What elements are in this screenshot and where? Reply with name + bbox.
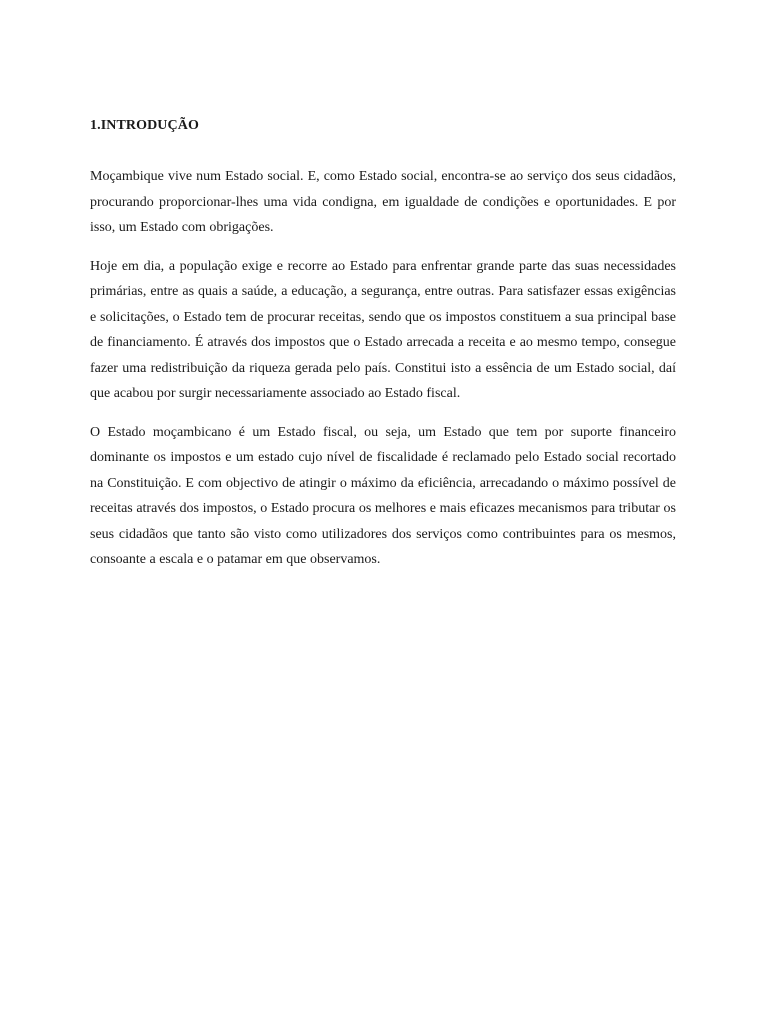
paragraph-2: Hoje em dia, a população exige e recorre ao Estado para enfrentar grande parte das suas necessidades primárias, entre as quais a saúde, a educação, a segurança, entre outras. Para satisfazer essas exigências e solicitações, o Estado tem de procurar receitas, sendo que os impostos constituem a sua principal base de financiamento. É através dos impostos que o Estado arrecada a receita e ao mesmo tempo, consegue fazer uma redistribuição da riqueza gerada pelo país. Constitui isto a essência de um Estado social, daí que acabou por surgir necessariamente associado ao Estado fiscal. <box>90 258 676 401</box>
paragraph-3: O Estado moçambicano é um Estado fiscal, ou seja, um Estado que tem por suporte financeiro dominante os impostos e um estado cujo nível de fiscalidade é reclamado pelo Estado social recortado na Constituição. E com objectivo de atingir o máximo da eficiência, arrecadando o máximo possível de receitas através dos impostos, o Estado procura os melhores e mais eficazes mecanismos para tributar os seus cidadãos que tanto são visto como utilizadores dos serviços como contribuintes para os mesmos, consoante a escala e o patamar em que observamos. <box>90 424 676 567</box>
section-heading: 1.INTRODUÇÃO <box>90 118 199 133</box>
paragraph-1: Moçambique vive num Estado social. E, como Estado social, encontra-se ao serviço dos seus cidadãos, procurando proporcionar-lhes uma vida condigna, em igualdade de condições e oportunidades. E por isso, um Estado com obrigações. <box>90 169 676 235</box>
document-body <box>90 118 676 586</box>
